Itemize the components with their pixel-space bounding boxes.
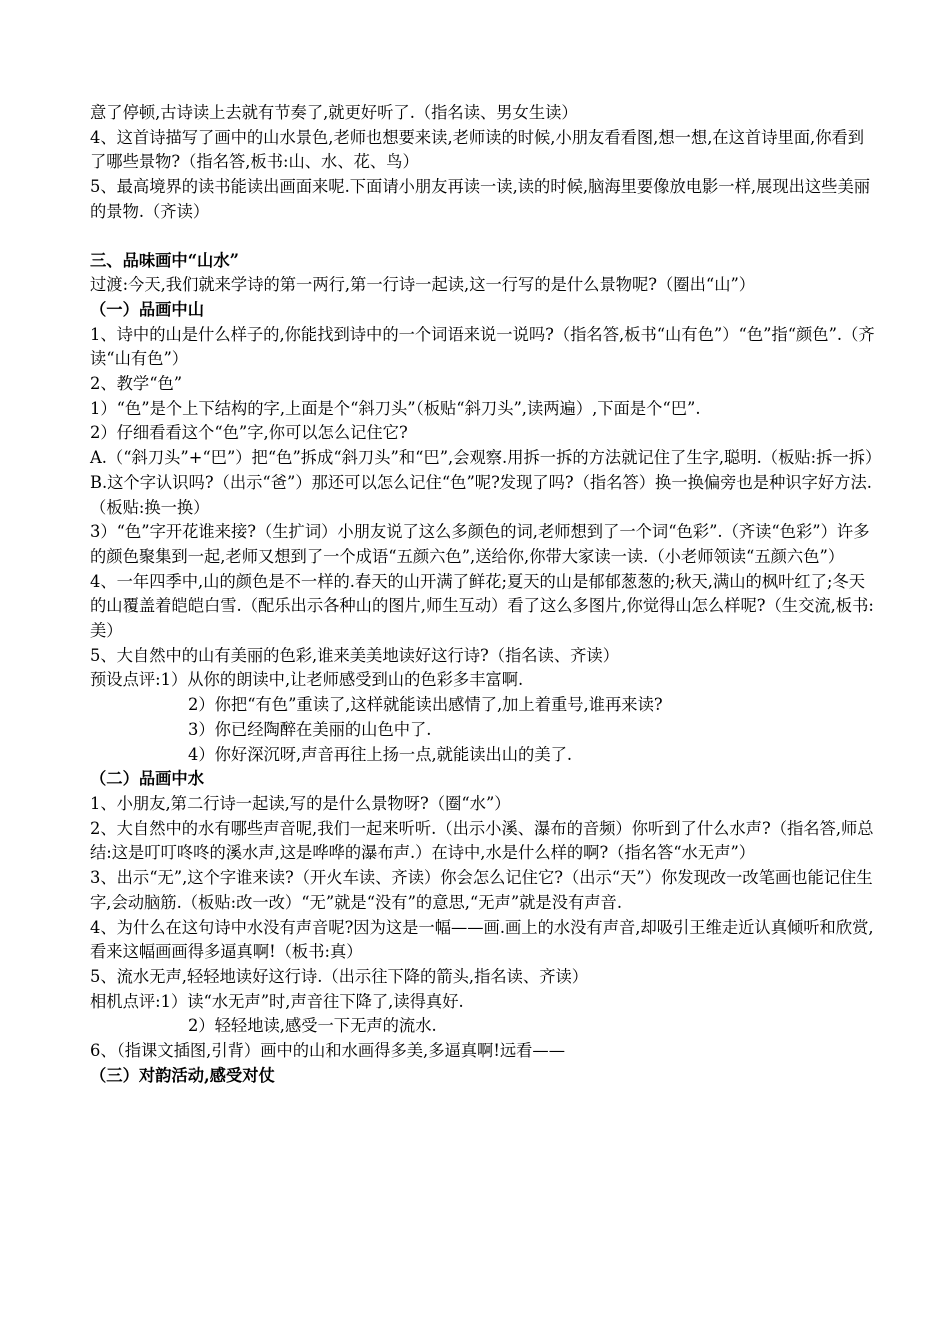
section-heading: 三、品味画中“山水” (90, 250, 239, 270)
paragraph: 5、大自然中的山有美丽的色彩,谁来美美地读好这行诗?（指名读、齐读） (90, 645, 619, 665)
paragraph: B.这个字认识吗?（出示“爸”）那还可以怎么记住“色”呢?发现了吗?（指名答）换一换偏旁也是种识字好方法.（板贴:换一换） (90, 472, 872, 517)
paragraph: 6、（指课文插图,引背）画中的山和水画得多美,多逼真啊!远看—— (90, 1041, 565, 1061)
comment-line: 2）轻轻地读,感受一下无声的流水. (188, 1016, 437, 1036)
comment-line: 4）你好深沉呀,声音再往上扬一点,就能读出山的美了. (188, 744, 573, 764)
subsection-heading: （一）品画中山 (90, 299, 204, 319)
paragraph: 4、一年四季中,山的颜色是不一样的.春天的山开满了鲜花;夏天的山是郁郁葱葱的;秋天,满山的枫叶红了;冬天的山覆盖着皑皑白雪.（配乐出示各种山的图片,师生互动）看了这么多图片,你觉得山怎么样呢?（生交流,板书:美） (90, 571, 874, 641)
comment-line: 相机点评:1）读“水无声”时,声音往下降了,读得真好. (90, 991, 464, 1011)
paragraph: 1）“色”是个上下结构的字,上面是个“斜刀头”（板贴“斜刀头”,读两遍）,下面是个“巴”. (90, 398, 701, 418)
paragraph: 2、教学“色” (90, 374, 183, 394)
paragraph: 1、诗中的山是什么样子的,你能找到诗中的一个词语来说一说吗?（指名答,板书“山有色”）“色”指“颜色”.（齐读“山有色”） (90, 324, 875, 369)
paragraph: 4、为什么在这句诗中水没有声音呢?因为这是一幅——画.画上的水没有声音,却吸引王维走近认真倾听和欣赏,看来这幅画画得多逼真啊!（板书:真） (90, 917, 874, 962)
paragraph: 2）仔细看看这个“色”字,你可以怎么记住它? (90, 423, 408, 443)
comment-line: 预设点评:1）从你的朗读中,让老师感受到山的色彩多丰富啊. (90, 670, 524, 690)
paragraph: 3）“色”字开花谁来接?（生扩词）小朋友说了这么多颜色的词,老师想到了一个词“色彩”.（齐读“色彩”）许多的颜色聚集到一起,老师又想到了一个成语“五颜六色”,送给你,你带大家读一读.（小老师领读“五颜六色”） (90, 522, 870, 566)
paragraph: 意了停顿,古诗读上去就有节奏了,就更好听了.（指名读、男女生读） (90, 103, 578, 122)
paragraph: 5、最高境界的读书能读出画面来呢.下面请小朋友再读一读,读的时候,脑海里要像放电影一样,展现出这些美丽的景物.（齐读） (90, 177, 871, 221)
paragraph: 1、小朋友,第二行诗一起读,写的是什么景物呀?（圈“水”） (90, 793, 511, 813)
paragraph: 过渡:今天,我们就来学诗的第一两行,第一行诗一起读,这一行写的是什么景物呢?（圈出“山”） (90, 275, 756, 295)
comment-line: 2）你把“有色”重读了,这样就能读出感情了,加上着重号,谁再来读? (188, 695, 663, 715)
paragraph: 5、流水无声,轻轻地读好这行诗.（出示往下降的箭头,指名读、齐读） (90, 966, 589, 986)
comment-line: 3）你已经陶醉在美丽的山色中了. (188, 719, 432, 739)
paragraph: 2、大自然中的水有哪些声音呢,我们一起来听听.（出示小溪、瀑布的音频）你听到了什么水声?（指名答,师总结:这是叮叮咚咚的溪水声,这是哗哗的瀑布声.）在诗中,水是什么样的啊?（指名答“水无声”） (90, 818, 874, 863)
subsection-heading: （三）对韵活动,感受对仗 (90, 1065, 275, 1085)
paragraph: 3、出示“无”,这个字谁来读?（开火车读、齐读）你会怎么记住它?（出示“天”）你发现改一改笔画也能记住生字,会动脑筋.（板贴:改一改）“无”就是“没有”的意思,“无声”就是没有声音. (90, 868, 873, 912)
subsection-heading: （二）品画中水 (90, 769, 204, 789)
paragraph: 4、这首诗描写了画中的山水景色,老师也想要来读,老师读的时候,小朋友看看图,想一想,在这首诗里面,你看到了哪些景物?（指名答,板书:山、水、花、鸟） (90, 127, 865, 172)
document-body (90, 101, 880, 1088)
paragraph: A.（“斜刀头”+“巴”）把“色”拆成“斜刀头”和“巴”,会观察.用拆一拆的方法就记住了生字,聪明.（板贴:拆一拆） (90, 448, 882, 468)
